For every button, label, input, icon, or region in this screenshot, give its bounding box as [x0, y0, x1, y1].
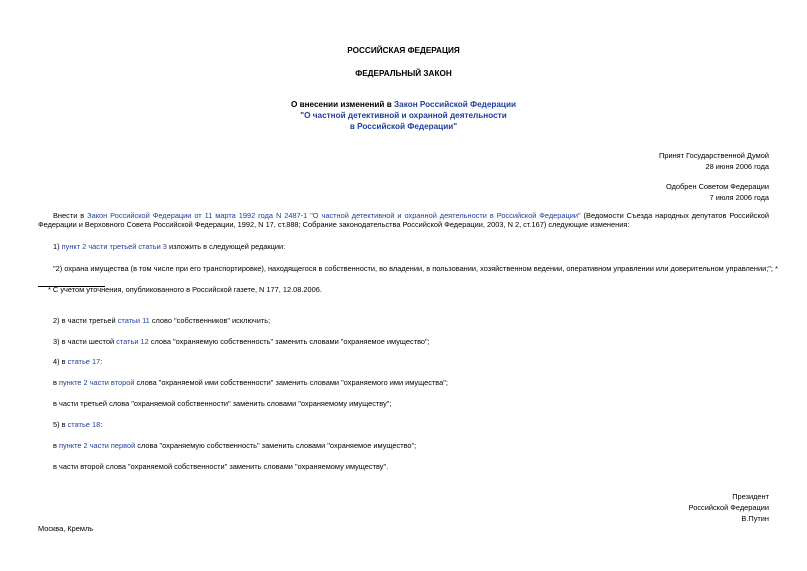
signature-name: В.Путин	[741, 514, 769, 523]
item-3-link[interactable]: статьи 12	[116, 337, 149, 346]
item-5-pre: 5) в	[53, 420, 68, 429]
doc-type-heading: ФЕДЕРАЛЬНЫЙ ЗАКОН	[355, 69, 452, 78]
item-4b: в части третьей слова "охраняемой собственности" заменить словами "охраняемому имуществу";	[53, 399, 392, 408]
item-1-quote: "2) охрана имущества (в том числе при его транспортировке), находящегося в собственности, во владении, в пользовании, хозяйственном ведении, оперативном управлении или доверительном управлении;"; *	[53, 264, 778, 273]
item-2-pre: 2) в части третьей	[53, 316, 118, 325]
item-5b: в части второй слова "охраняемой собственности" заменить словами "охраняемому имуществу".	[53, 462, 389, 471]
item-5-link[interactable]: статье 18	[67, 420, 101, 429]
footnote: * С учетом уточнения, опубликованного в Российской газете, N 177, 12.08.2006.	[48, 285, 322, 294]
law-title-line3[interactable]: в Российской Федерации"	[349, 122, 458, 131]
item-3	[53, 337, 430, 346]
item-2	[53, 316, 270, 325]
signature-org: Российской Федерации	[688, 503, 769, 512]
signing-place: Москва, Кремль	[38, 524, 94, 533]
adopted-date: 28 июня 2006 года	[705, 162, 769, 171]
item-5a-link[interactable]: пункте 2 части первой	[58, 441, 136, 450]
item-1-num: 1)	[53, 242, 62, 251]
signature-title: Президент	[732, 492, 769, 501]
item-4a-pre: в	[53, 378, 59, 387]
item-5a-post: слова "охраняемую собственность" заменить словами "охраняемое имущество";	[135, 441, 417, 450]
item-5a-pre: в	[53, 441, 59, 450]
item-4	[53, 357, 102, 366]
item-1	[53, 242, 285, 251]
adopted-by-duma: Принят Государственной Думой	[659, 151, 769, 160]
item-2-link[interactable]: статьи 11	[117, 316, 150, 325]
country-heading: РОССИЙСКАЯ ФЕДЕРАЦИЯ	[347, 46, 460, 55]
intro-paragraph	[38, 211, 769, 230]
law-reference-link[interactable]: Закон Российской Федерации от 11 марта 1992 года N 2487-1 "О частной детективной и охранной деятельности в Российской Федерации"	[87, 211, 581, 220]
law-title-prefix: О внесении изменений в	[290, 100, 395, 109]
item-4a-link[interactable]: пункте 2 части второй	[58, 378, 135, 387]
item-4a	[53, 378, 448, 387]
law-title-line1	[0, 100, 807, 111]
item-5	[53, 420, 102, 429]
item-3-post: слова "охраняемую собственность" заменить словами "охраняемое имущество";	[148, 337, 430, 346]
item-2-post: слово "собственников" исключить;	[149, 316, 271, 325]
approved-date: 7 июля 2006 года	[709, 193, 769, 202]
approved-by-council: Одобрен Советом Федерации	[666, 182, 769, 191]
item-1-text: изложить в следующей редакции:	[166, 242, 286, 251]
intro-pre: Внести в	[53, 211, 88, 220]
intro-post: (Ведомости Съезда народных депутатов Российской Федерации и Верховного Совета Российской Федерации, 1992, N 17, ст.888; Собрание законодательства Российской Федерации, 2003, N 2, ст.167) следующие изменения:	[38, 211, 769, 230]
item-4-post: :	[100, 357, 103, 366]
item-5-post: :	[100, 420, 103, 429]
law-title-line2[interactable]: "О частной детективной и охранной деятельности	[300, 111, 507, 120]
law-title-link[interactable]: Закон Российской Федерации	[394, 100, 517, 109]
item-4-link[interactable]: статье 17	[67, 357, 101, 366]
item-1-link[interactable]: пункт 2 части третьей статьи 3	[61, 242, 167, 251]
item-4-pre: 4) в	[53, 357, 68, 366]
item-5a	[53, 441, 416, 450]
item-4a-post: слова "охраняемой ими собственности" заменить словами "охраняемого ими имущества";	[134, 378, 448, 387]
item-3-pre: 3) в части шестой	[53, 337, 117, 346]
